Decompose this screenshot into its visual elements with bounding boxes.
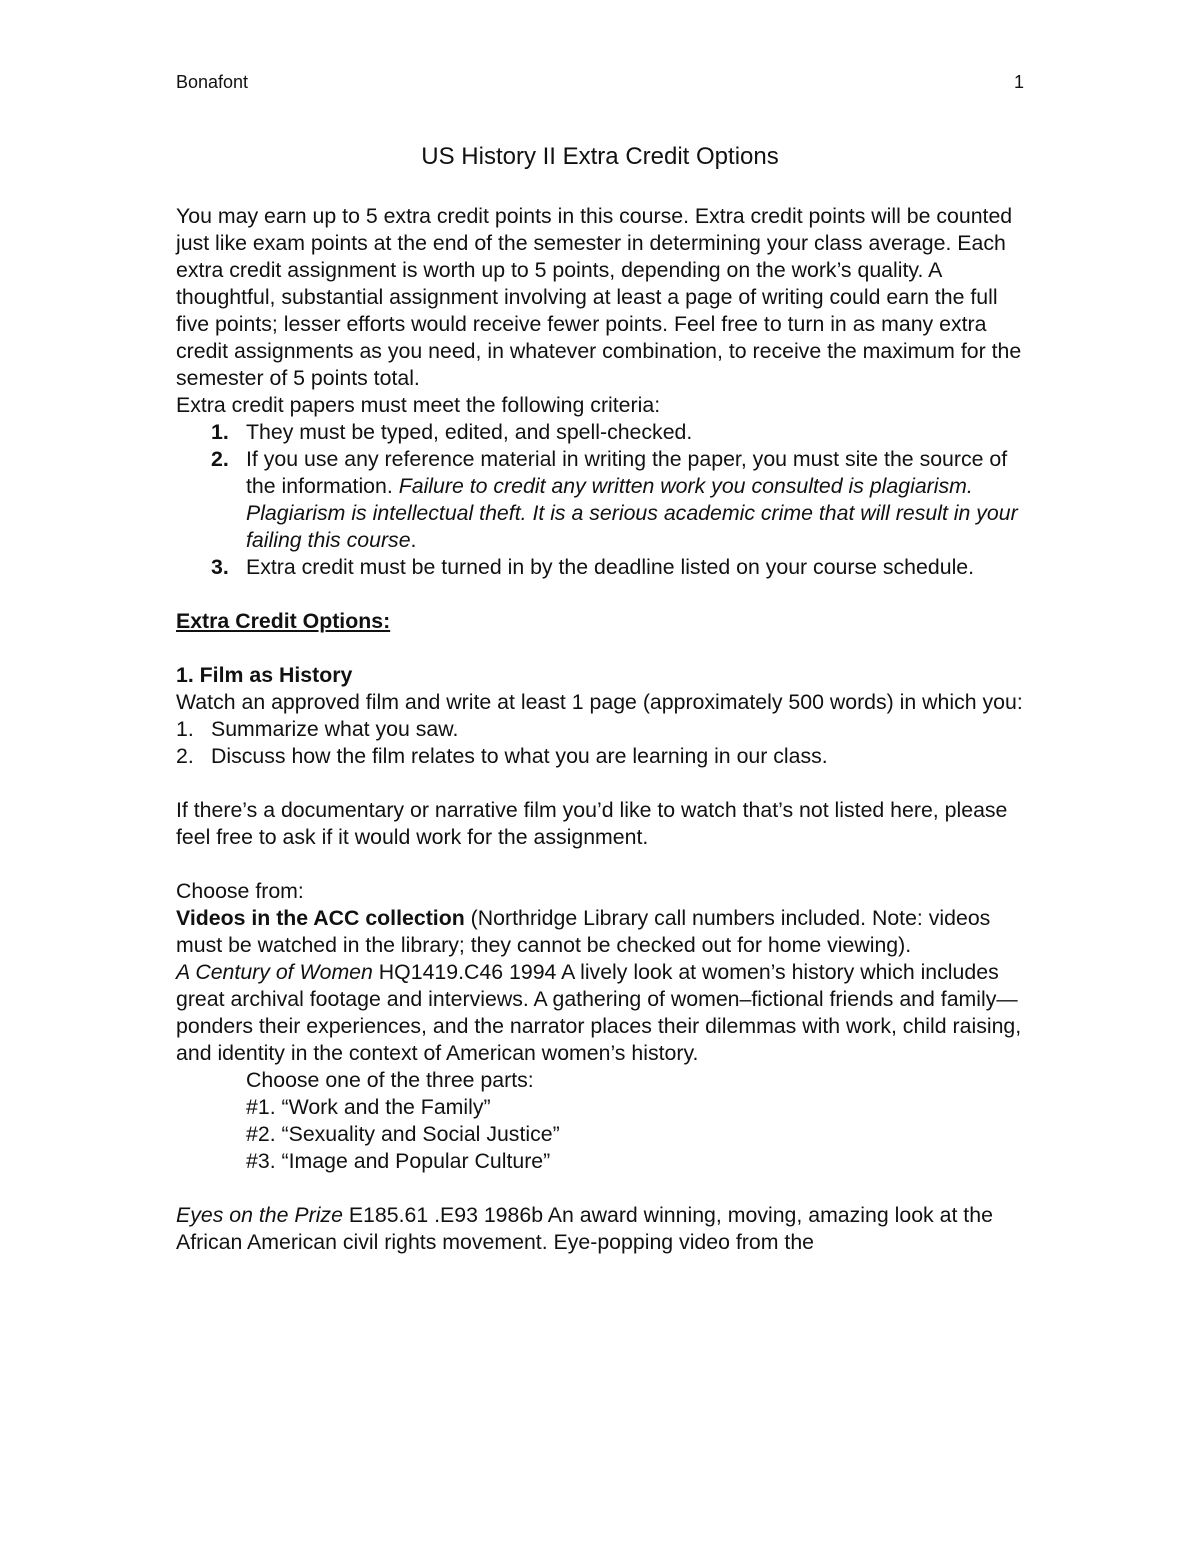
page-number: 1 (1014, 72, 1025, 92)
list-item (176, 419, 1036, 446)
list-item-text: If you use any reference material in writing the paper, you must site the source of the information. (246, 447, 1008, 498)
criteria-intro: Extra credit papers must meet the following criteria: (176, 393, 661, 417)
document-body (176, 203, 1036, 1256)
option1-heading: 1. Film as History (176, 663, 353, 687)
intro-paragraph: You may earn up to 5 extra credit points in this course. Extra credit points will be counted just like exam points at the end of the semester in determining your class average. Each extra credit assignment is worth up to 5 points, depending on the work’s quality. A thoughtful, substantial assignment involving at least a page of writing could earn the full five points; lesser efforts would receive fewer points. Feel free to turn in as many extra credit assignments as you need, in whatever combination, to receive the maximum for the semester of 5 points total. (176, 204, 1022, 390)
list-item (176, 716, 1036, 743)
list-number: 3. (211, 555, 229, 579)
part-item: #1. “Work and the Family” (246, 1095, 491, 1119)
film-entry (176, 1202, 1036, 1256)
part-item: #2. “Sexuality and Social Justice” (246, 1122, 560, 1146)
header-author: Bonafont (176, 72, 249, 92)
list-number: 2. (211, 447, 229, 471)
list-number: 1. (176, 717, 194, 741)
film-call-number: HQ1419.C46 1994 (372, 960, 562, 984)
list-item-text: Extra credit must be turned in by the deadline listed on your course schedule. (246, 555, 975, 579)
film-call-number: E185.61 .E93 1986b (342, 1203, 548, 1227)
film-title: A Century of Women (176, 960, 373, 984)
videos-paragraph (176, 905, 1036, 959)
list-item (176, 446, 1036, 554)
criteria-list (176, 419, 1036, 581)
list-item-text: They must be typed, edited, and spell-checked. (246, 420, 693, 444)
list-item-text: Summarize what you saw. (211, 717, 459, 741)
choose-from: Choose from: (176, 879, 304, 903)
list-number: 1. (211, 420, 229, 444)
list-item (176, 743, 1036, 770)
videos-note: (Northridge Library call numbers included. Note: videos must be watched in the library; they cannot be checked out for home viewing). (176, 906, 991, 957)
list-number: 2. (176, 744, 194, 768)
options-heading: Extra Credit Options: (176, 609, 391, 633)
film-description: An award winning, moving, amazing look at the African American civil rights movement. Eye-popping video from the (176, 1203, 993, 1254)
film-description: A lively look at women’s history which includes great archival footage and interviews. A gathering of women–fictional friends and family—ponders their experiences, and the narrator places their dilemmas with work, child raising, and identity in the context of American women’s history. (176, 960, 1022, 1065)
part-item: #3. “Image and Popular Culture” (246, 1149, 551, 1173)
document-title: US History II Extra Credit Options (421, 143, 779, 170)
plagiarism-warning: Failure to credit any written work you consulted is plagiarism. Plagiarism is intellectual theft. It is a serious academic crime that will result in your failing this course (246, 474, 1018, 552)
film-entry (176, 959, 1036, 1067)
option1-description: Watch an approved film and write at least 1 page (approximately 500 words) in which you: (176, 690, 1023, 714)
videos-label: Videos in the ACC collection (176, 906, 465, 930)
other-film-note: If there’s a documentary or narrative film you’d like to watch that’s not listed here, please feel free to ask if it would work for the assignment. (176, 798, 1008, 849)
list-item (176, 554, 1036, 581)
option1-steps (176, 716, 1036, 770)
film-title: Eyes on the Prize (176, 1203, 343, 1227)
list-item-end: . (410, 528, 417, 552)
parts-intro: Choose one of the three parts: (246, 1068, 534, 1092)
list-item-text: Discuss how the film relates to what you are learning in our class. (211, 744, 828, 768)
